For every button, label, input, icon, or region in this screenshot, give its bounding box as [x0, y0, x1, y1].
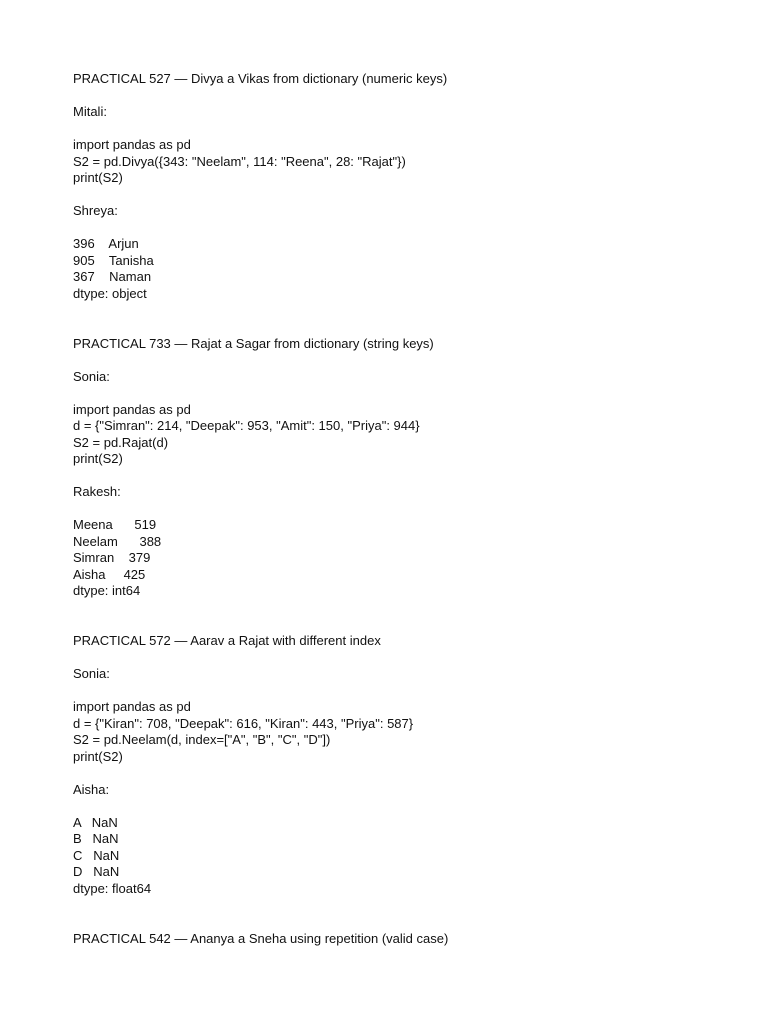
output-line: dtype: object: [73, 285, 147, 301]
code-line: import pandas as pd: [73, 401, 191, 417]
output-line: dtype: float64: [73, 880, 152, 896]
practical-heading: PRACTICAL 572 — Aarav a Rajat with different index: [73, 633, 381, 648]
output-line: A NaN: [73, 814, 118, 830]
practical-section: [73, 931, 713, 948]
speaker-label: Rakesh:: [73, 484, 121, 499]
output-line: Aisha 425: [73, 566, 146, 582]
practical-heading: PRACTICAL 733 — Rajat a Sagar from dictionary (string keys): [73, 335, 434, 351]
practical-section: [73, 336, 713, 600]
output-line: 905 Tanisha: [73, 252, 154, 268]
code-line: print(S2): [73, 748, 123, 764]
code-line: print(S2): [73, 451, 123, 466]
document-page: [73, 71, 713, 947]
output-line: Meena 519: [73, 517, 157, 532]
speaker-label: Sonia:: [73, 666, 110, 681]
code-line: S2 = pd.Divya({343: "Neelam", 114: "Reena", 28: "Rajat"}): [73, 153, 406, 169]
code-line: S2 = pd.Rajat(d): [73, 434, 169, 450]
output-line: 396 Arjun: [73, 236, 139, 251]
practical-section: [73, 633, 713, 897]
code-line: print(S2): [73, 170, 123, 185]
output-line: Simran 379: [73, 550, 151, 565]
code-line: import pandas as pd: [73, 699, 191, 714]
practical-section: [73, 71, 713, 302]
output-line: 367 Naman: [73, 269, 152, 284]
code-line: d = {"Kiran": 708, "Deepak": 616, "Kiran": 443, "Priya": 587}: [73, 715, 414, 731]
code-line: d = {"Simran": 214, "Deepak": 953, "Amit": 150, "Priya": 944}: [73, 418, 420, 433]
practical-heading: PRACTICAL 527 — Divya a Vikas from dictionary (numeric keys): [73, 71, 448, 86]
speaker-label: Mitali:: [73, 104, 107, 119]
output-line: dtype: int64: [73, 583, 141, 598]
speaker-label: Shreya:: [73, 203, 118, 218]
speaker-label: Sonia:: [73, 368, 110, 384]
code-line: S2 = pd.Neelam(d, index=["A", "B", "C", "D"]): [73, 732, 331, 747]
output-line: C NaN: [73, 847, 120, 863]
code-line: import pandas as pd: [73, 137, 191, 152]
practical-heading: PRACTICAL 542 — Ananya a Sneha using repetition (valid case): [73, 930, 449, 946]
output-line: D NaN: [73, 864, 120, 879]
speaker-label: Aisha:: [73, 781, 110, 797]
output-line: Neelam 388: [73, 533, 162, 549]
output-line: B NaN: [73, 831, 119, 846]
